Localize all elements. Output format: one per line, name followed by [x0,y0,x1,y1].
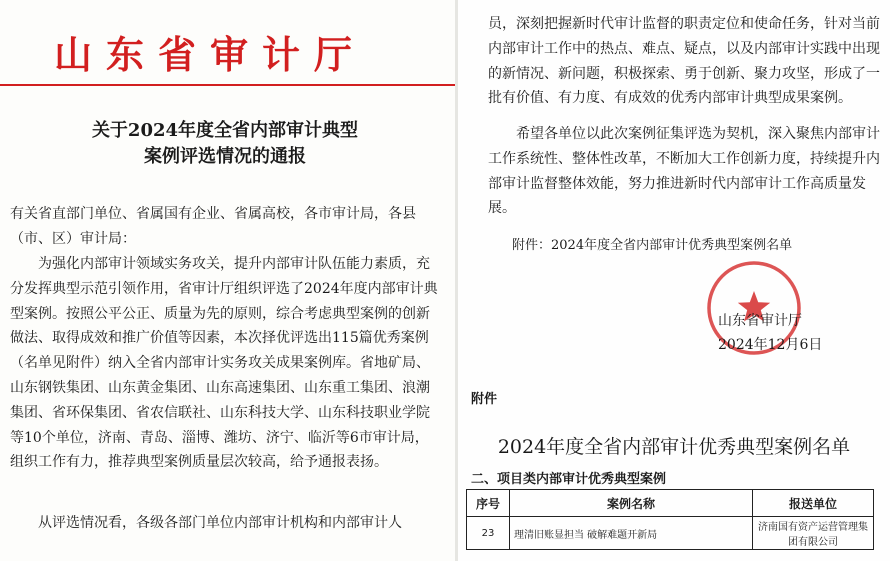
salutation: 有关省直部门单位、省属国有企业、省属高校，各市审计局，各县（市、区）审计局： [10,206,416,247]
paragraph-1: 为强化内部审计领域实务攻关，提升内部审计队伍能力素质，充分发挥典型示范引领作用，省审计厅组织评选了2024年度内部审计典型案例。按照公平公正、质量为先的原则，综合考虑典型案例的创新做法、取得成效和推广价值等因素，本次择优评选出115篇优秀案例（名单见附件）纳入全省内部审计实务攻关成果案例库。省地矿局、山东钢铁集团、山东黄金集团、山东高速集团、山东重工集团、浪潮集团、省环保集团、省农信联社、山东科技大学、山东科技职业学院等10个单位，济南、青岛、淄博、潍坊、济宁、临沂等6市审计局，组织工作有力，推荐典型案例质量层次较高，给予通报表扬。 [10,256,438,471]
document-title [40,118,410,170]
row-number: 23 [467,517,510,550]
section-title: 二、项目类内部审计优秀典型案例 [471,472,667,487]
row-case-name: 理清旧账显担当 破解难题开新局 [510,517,753,550]
attachment-title: 2024年度全省内部审计优秀典型案例名单 [497,436,851,458]
table-header-row [467,490,874,517]
header-number: 序号 [467,490,510,517]
paragraph-2-start: 从评选情况看，各级各部门单位内部审计机构和内部审计人 [38,515,402,531]
header-rule [0,84,455,86]
row-submitting-unit: 济南国有资产运营管理集团有限公司 [753,517,874,550]
header-submitting-unit: 报送单位 [753,490,874,517]
table-row [467,517,874,550]
org-header: 山东省审计厅 [53,32,366,77]
attachment-label: 附件 [471,392,498,407]
letter-page-right [458,0,890,561]
attachment-reference: 附件：2024年度全省内部审计优秀典型案例名单 [512,238,793,253]
title-line-2: 案例评选情况的通报 [144,146,306,167]
paragraph-2-continued: 员，深刻把握新时代审计监督的职责定位和使命任务，针对当前内部审计工作中的热点、难点、疑点，以及内部审计实践中出现的新情况、新问题，积极探索、勇于创新、聚力攻坚，形成了一批有价值、有力度、有成效的优秀内部审计典型成果案例。 [488,16,880,107]
paragraph-3: 希望各单位以此次案例征集评选为契机，深入聚焦内部审计工作系统性、整体性改革，不断加大工作创新力度，持续提升内部审计监督整体效能，努力推进新时代内部审计工作高质量发展。 [488,126,880,217]
title-line-1: 关于2024年度全省内部审计典型 [91,120,359,141]
header-case-name: 案例名称 [510,490,753,517]
case-table [466,489,874,550]
signing-date: 2024年12月6日 [718,337,823,353]
signing-organization: 山东省审计厅 [718,313,802,329]
